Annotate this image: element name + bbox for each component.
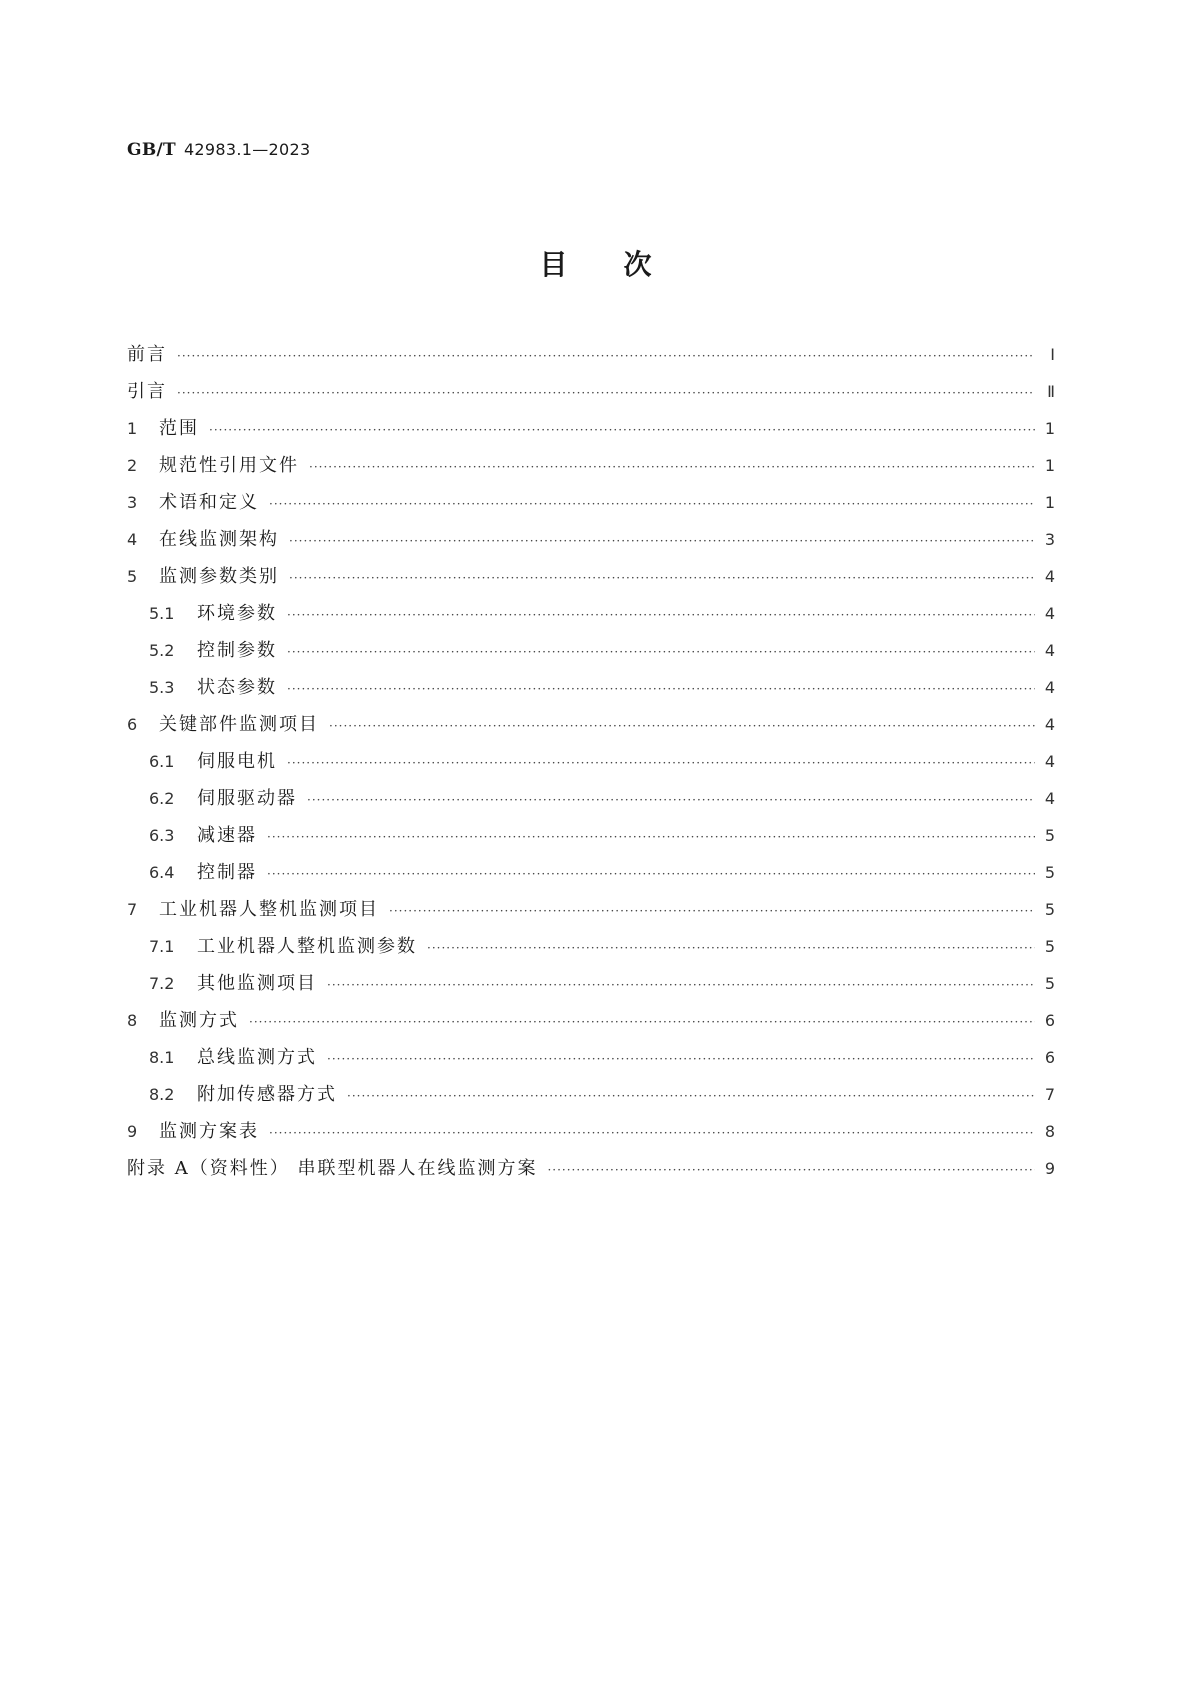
toc-entry-page: 5 [1044,863,1055,882]
toc-entry-title: 范围 [159,418,199,439]
toc-entry-title: 附录 A（资料性） 串联型机器人在线监测方案 [127,1158,538,1179]
toc-entry[interactable] [127,340,1055,377]
toc-entry-number: 8.2 [149,1085,175,1104]
toc-dot-leader [327,1052,1035,1066]
toc-entry-title: 减速器 [197,825,257,846]
toc-entry[interactable] [127,673,1055,710]
toc-entry-page: 4 [1044,604,1055,623]
toc-entry[interactable] [127,562,1055,599]
document-code-number: 42983.1—2023 [183,140,311,159]
toc-dot-leader [287,682,1035,696]
toc-entry[interactable] [127,599,1055,636]
page-title: 目次 [539,248,708,281]
toc-entry-page: Ⅱ [1047,382,1055,401]
toc-dot-leader [309,460,1035,474]
toc-entry-page: 4 [1044,567,1055,586]
toc-dot-leader [177,349,1035,363]
toc-entry[interactable] [127,747,1055,784]
toc-dot-leader [329,719,1035,733]
toc-entry-page: 6 [1044,1048,1055,1067]
toc-entry[interactable] [127,821,1055,858]
toc-entry-page: 4 [1044,641,1055,660]
toc-entry-number: 9 [127,1122,138,1141]
toc-entry[interactable] [127,1117,1055,1154]
toc-entry-number: 7.2 [149,974,175,993]
toc-entry-number: 5 [127,567,138,586]
toc-entry-title: 监测方式 [159,1010,239,1031]
toc-dot-leader [287,756,1035,770]
toc-entry-number: 8 [127,1011,138,1030]
toc-entry-page: 5 [1044,937,1055,956]
toc-entry[interactable] [127,895,1055,932]
toc-entry-title: 工业机器人整机监测参数 [197,936,417,957]
toc-dot-leader [547,1163,1035,1177]
toc-dot-leader [289,534,1035,548]
toc-entry-number: 8.1 [149,1048,175,1067]
toc-entry[interactable] [127,1080,1055,1117]
toc-entry[interactable] [127,1154,1055,1191]
toc-entry-title: 伺服电机 [197,751,277,772]
toc-entry-title: 引言 [127,381,167,402]
toc-entry[interactable] [127,451,1055,488]
toc-entry-title: 监测方案表 [159,1121,259,1142]
toc-entry-number: 7 [127,900,138,919]
toc-entry-page: 4 [1044,752,1055,771]
toc-entry-title: 监测参数类别 [159,566,279,587]
toc-dot-leader [287,645,1035,659]
toc-entry[interactable] [127,636,1055,673]
toc-dot-leader [269,497,1035,511]
toc-entry-page: Ⅰ [1050,345,1055,364]
toc-entry-number: 3 [127,493,138,512]
toc-entry-page: 4 [1044,715,1055,734]
toc-entry-title: 在线监测架构 [159,529,279,550]
toc-entry-number: 5.1 [149,604,175,623]
toc-entry-page: 5 [1044,974,1055,993]
toc-entry[interactable] [127,1043,1055,1080]
toc-dot-leader [389,904,1035,918]
toc-entry-title: 规范性引用文件 [159,455,299,476]
toc-entry-title: 控制器 [197,862,257,883]
table-of-contents [127,340,1055,1191]
toc-dot-leader [287,608,1035,622]
document-code [127,140,310,160]
toc-dot-leader [307,793,1035,807]
toc-entry[interactable] [127,858,1055,895]
toc-entry-title: 控制参数 [197,640,277,661]
toc-dot-leader [269,1126,1035,1140]
toc-dot-leader [249,1015,1035,1029]
toc-entry-page: 1 [1044,456,1055,475]
toc-entry[interactable] [127,414,1055,451]
toc-entry[interactable] [127,710,1055,747]
toc-entry-number: 6.4 [149,863,175,882]
toc-entry-number: 5.2 [149,641,175,660]
toc-entry-number: 1 [127,419,138,438]
toc-entry-page: 3 [1044,530,1055,549]
toc-entry-title: 总线监测方式 [197,1047,317,1068]
toc-entry-number: 4 [127,530,138,549]
toc-entry[interactable] [127,488,1055,525]
toc-entry-title: 工业机器人整机监测项目 [159,899,379,920]
toc-entry-page: 7 [1044,1085,1055,1104]
toc-dot-leader [289,571,1035,585]
toc-entry-number: 6.2 [149,789,175,808]
toc-entry-page: 1 [1044,493,1055,512]
toc-entry-number: 7.1 [149,937,175,956]
toc-entry[interactable] [127,969,1055,1006]
toc-dot-leader [327,978,1035,992]
toc-entry-number: 6.3 [149,826,175,845]
toc-entry-page: 5 [1044,826,1055,845]
toc-dot-leader [177,386,1035,400]
toc-dot-leader [209,423,1035,437]
toc-entry-number: 6 [127,715,138,734]
toc-entry-page: 8 [1044,1122,1055,1141]
toc-entry-page: 1 [1044,419,1055,438]
toc-entry-page: 5 [1044,900,1055,919]
toc-entry[interactable] [127,932,1055,969]
toc-entry-number: 5.3 [149,678,175,697]
toc-dot-leader [267,830,1035,844]
toc-entry[interactable] [127,1006,1055,1043]
toc-entry-number: 2 [127,456,138,475]
toc-entry-title: 其他监测项目 [197,973,317,994]
toc-entry-page: 4 [1044,678,1055,697]
toc-entry[interactable] [127,525,1055,562]
toc-entry-title: 伺服驱动器 [197,788,297,809]
toc-entry-title: 附加传感器方式 [197,1084,337,1105]
toc-entry-page: 4 [1044,789,1055,808]
toc-dot-leader [427,941,1035,955]
toc-entry-title: 术语和定义 [159,492,259,513]
toc-entry-title: 环境参数 [197,603,277,624]
toc-entry-number: 6.1 [149,752,175,771]
toc-entry-title: 前言 [127,344,167,365]
toc-entry-title: 状态参数 [197,677,277,698]
document-code-prefix: GB/T [127,140,176,160]
toc-entry-page: 9 [1044,1159,1055,1178]
toc-dot-leader [267,867,1035,881]
toc-entry-title: 关键部件监测项目 [159,714,319,735]
toc-entry[interactable] [127,377,1055,414]
toc-dot-leader [347,1089,1035,1103]
toc-entry-page: 6 [1044,1011,1055,1030]
toc-entry[interactable] [127,784,1055,821]
